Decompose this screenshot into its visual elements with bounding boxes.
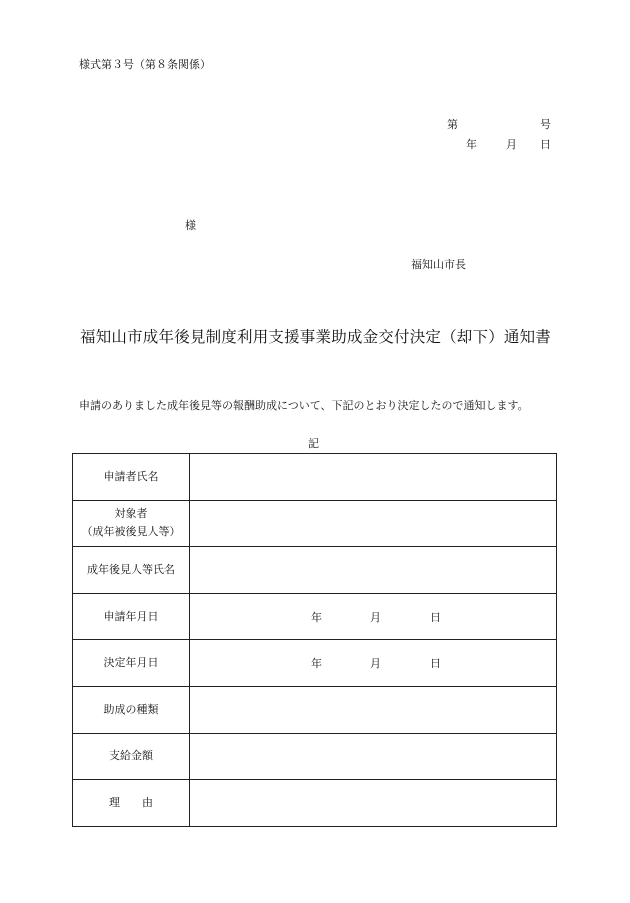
number-suffix: 号 — [540, 118, 551, 131]
row-label-reason: 理 由 — [73, 780, 190, 827]
row-label-subject — [73, 500, 190, 547]
subject-label-line2: （成年被後見人等） — [81, 525, 181, 539]
table-row — [73, 500, 557, 547]
subject-field — [190, 500, 557, 547]
amount-field — [190, 733, 557, 780]
addressee-suffix: 様 — [185, 219, 196, 232]
subsidy-type-field — [190, 686, 557, 733]
row-label-guardian: 成年後見人等氏名 — [73, 547, 190, 594]
guardian-name-field — [190, 547, 557, 594]
table-row — [73, 780, 557, 827]
application-month: 月 — [370, 610, 381, 624]
table-row — [73, 640, 557, 687]
application-date-field — [190, 593, 557, 640]
issue-year: 年 — [466, 138, 477, 151]
table-row — [73, 593, 557, 640]
subject-label-line1: 対象者 — [114, 507, 148, 521]
decision-date-field — [190, 640, 557, 687]
table-row — [73, 547, 557, 594]
row-label-subsidy-type: 助成の種類 — [73, 686, 190, 733]
issuer: 福知山市長 — [411, 258, 466, 271]
table-row — [73, 733, 557, 780]
issue-month: 月 — [506, 138, 517, 151]
applicant-name-field — [190, 454, 557, 501]
row-label-application-date: 申請年月日 — [73, 593, 190, 640]
form-number: 様式第３号（第８条関係） — [79, 58, 211, 71]
application-year: 年 — [311, 610, 322, 624]
intro-text: 申請のありました成年後見等の報酬助成について、下記のとおり決定したので通知します。 — [79, 399, 529, 412]
decision-month: 月 — [370, 657, 381, 671]
row-label-applicant: 申請者氏名 — [73, 454, 190, 501]
decision-year: 年 — [311, 657, 322, 671]
application-day: 日 — [430, 610, 441, 624]
decision-day: 日 — [430, 657, 441, 671]
row-label-amount: 支給金額 — [73, 733, 190, 780]
issue-day: 日 — [540, 138, 551, 151]
record-heading: 記 — [308, 437, 319, 450]
table-row — [73, 686, 557, 733]
table-row — [73, 454, 557, 501]
reason-field — [190, 780, 557, 827]
number-prefix: 第 — [447, 118, 458, 131]
row-label-decision-date: 決定年月日 — [73, 640, 190, 687]
record-table — [72, 453, 557, 827]
document-title: 福知山市成年後見制度利用支援事業助成金交付決定（却下）通知書 — [80, 328, 552, 346]
